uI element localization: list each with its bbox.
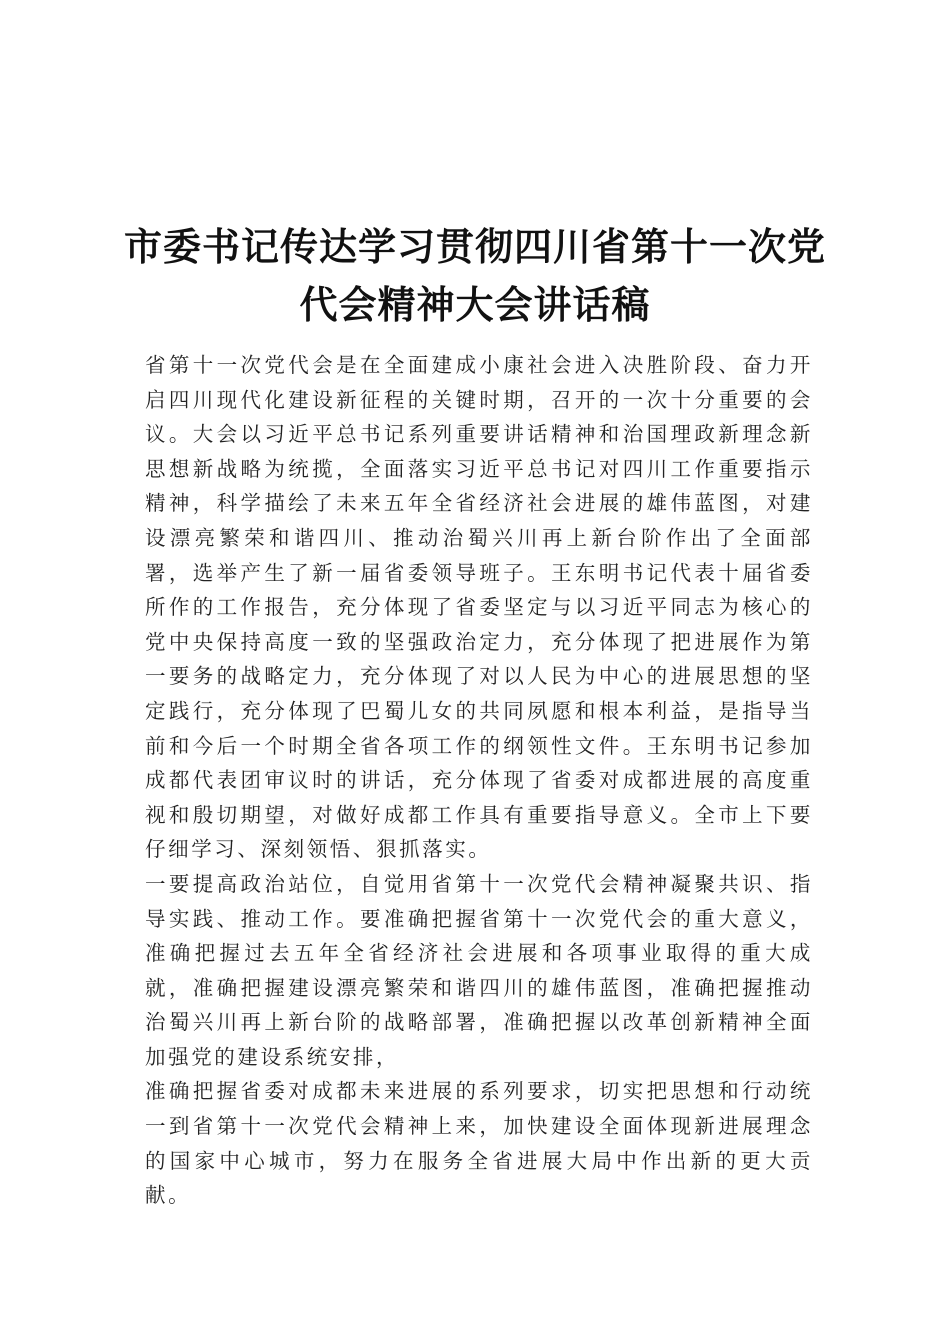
document-title: 市委书记传达学习贯彻四川省第十一次党代会精神大会讲话稿 (123, 224, 826, 327)
paragraph-2: 一要提高政治站位，自觉用省第十一次党代会精神凝聚共识、指导实践、推动工作。要准确把握省第十一次党代会的重大意义，准确把握过去五年全省经济社会进展和各项事业取得的重大成就，准确把握建设漂亮繁荣和谐四川的雄伟蓝图，准确把握推动治蜀兴川再上新台阶的战略部署，准确把握以改革创新精神全面加强党的建设系统安排， (145, 871, 813, 1069)
paragraph-3: 准确把握省委对成都未来进展的系列要求，切实把思想和行动统一到省第十一次党代会精神上来，加快建设全面体现新进展理念的国家中心城市，努力在服务全省进展大局中作出新的更大贡献。 (145, 1079, 813, 1208)
paragraph-1: 省第十一次党代会是在全面建成小康社会进入决胜阶段、奋力开启四川现代化建设新征程的关键时期，召开的一次十分重要的会议。大会以习近平总书记系列重要讲话精神和治国理政新理念新思想新战略为统揽，全面落实习近平总书记对四川工作重要指示精神，科学描绘了未来五年全省经济社会进展的雄伟蓝图，对建设漂亮繁荣和谐四川、推动治蜀兴川再上新台阶作出了全面部署，选举产生了新一届省委领导班子。王东明书记代表十届省委所作的工作报告，充分体现了省委坚定与以习近平同志为核心的党中央保持高度一致的坚强政治定力，充分体现了把进展作为第一要务的战略定力，充分体现了对以人民为中心的进展思想的坚定践行，充分体现了巴蜀儿女的共同夙愿和根本利益，是指导当前和今后一个时期全省各项工作的纲领性文件。王东明书记参加成都代表团审议时的讲话，充分体现了省委对成都进展的高度重视和殷切期望，对做好成都工作具有重要指导意义。全市上下要仔细学习、深刻领悟、狠抓落实。 (145, 353, 813, 862)
document-body (145, 348, 813, 1213)
